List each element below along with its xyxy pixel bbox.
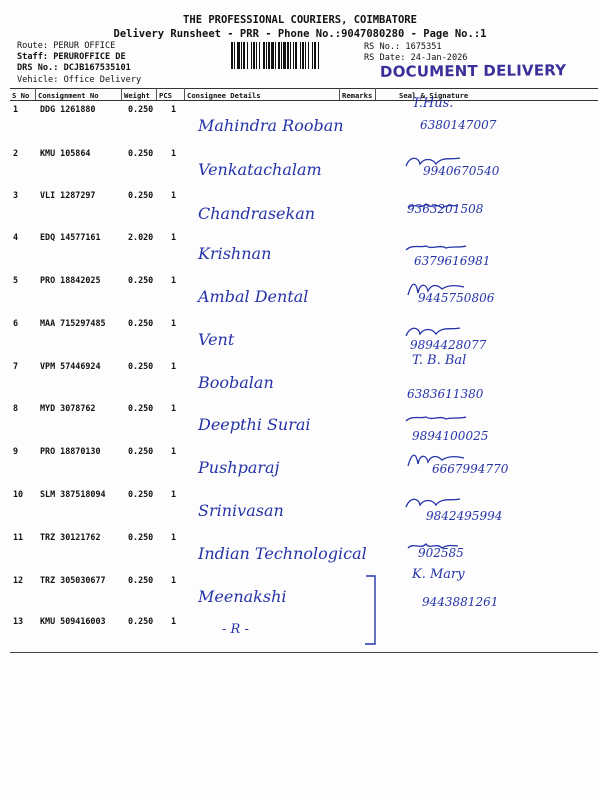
row-pcs: 1: [171, 446, 177, 456]
row-pcs: 1: [171, 616, 177, 626]
row-pcs: 1: [171, 361, 177, 371]
recipient-phone-handwritten: 9940670540: [423, 164, 500, 178]
drs-number: DRS No.: DCJB167535101: [17, 63, 131, 74]
consignee-name-handwritten: Deepthi Surai: [198, 415, 311, 434]
table-row: [0, 567, 600, 619]
row-sno: 12: [13, 575, 24, 585]
consignee-name-handwritten: Srinivasan: [198, 501, 284, 520]
route-label: Route: PERUR OFFICE: [17, 41, 116, 51]
row-sno: 4: [13, 232, 19, 242]
table-row: [0, 96, 600, 148]
row-pcs: 1: [171, 190, 177, 200]
document-title: THE PROFESSIONAL COURIERS, COIMBATORE: [183, 14, 417, 26]
consignee-name-handwritten: Meenakshi: [198, 587, 287, 606]
row-pcs: 1: [171, 532, 177, 542]
row-sno: 7: [13, 361, 19, 371]
recipient-phone-handwritten: 9445750806: [418, 291, 495, 305]
column-divider: [339, 88, 340, 100]
table-end-rule: [10, 652, 598, 653]
consignment-number: DDG 1261880: [40, 104, 96, 114]
row-sno: 8: [13, 403, 19, 413]
col-header-sno: S No: [12, 91, 30, 100]
col-header-seal: Seal & Signature: [399, 91, 469, 100]
col-header-consignment: Consignment No: [38, 91, 99, 100]
table-row: [0, 616, 600, 660]
table-row: [0, 489, 600, 533]
signature-handwritten: T.Hus.: [412, 96, 454, 111]
row-weight: 2.020: [128, 232, 154, 242]
header-top-rule: [10, 88, 598, 89]
table-row: [0, 353, 600, 405]
recipient-phone-handwritten: 9842495994: [426, 509, 503, 523]
row-weight: 0.250: [128, 361, 154, 371]
row-pcs: 1: [171, 318, 177, 328]
consignment-number: KMU 105864: [40, 148, 91, 158]
row-weight: 0.250: [128, 575, 154, 585]
consignment-number: PRO 18870130: [40, 446, 101, 456]
row-pcs: 1: [171, 575, 177, 585]
recipient-phone-handwritten: 9894100025: [412, 429, 489, 443]
recipient-phone-handwritten: 6380147007: [420, 118, 497, 132]
recipient-phone-handwritten: 6379616981: [414, 254, 491, 268]
consignee-name-handwritten: Boobalan: [198, 373, 274, 392]
row-pcs: 1: [171, 232, 177, 242]
row-weight: 0.250: [128, 446, 154, 456]
row-pcs: 1: [171, 104, 177, 114]
consignee-name-handwritten: Mahindra Rooban: [198, 116, 344, 135]
row-weight: 0.250: [128, 532, 154, 542]
vehicle-label: Vehicle: Office Delivery: [17, 74, 142, 85]
consignee-name-handwritten: Pushparaj: [198, 458, 280, 477]
barcode-image: [230, 42, 360, 69]
col-header-remarks: Remarks: [342, 91, 373, 100]
recipient-phone-handwritten: 6667994770: [432, 462, 509, 476]
table-row: [0, 446, 600, 490]
recipient-phone-handwritten: 902585: [418, 546, 464, 560]
table-row: [0, 148, 600, 192]
consignee-name-handwritten: Chandrasekan: [198, 204, 316, 223]
consignment-number: MAA 715297485: [40, 318, 106, 328]
consignment-number: TRZ 30121762: [40, 532, 101, 542]
consignee-name-handwritten: Krishnan: [198, 244, 272, 263]
consignee-name-handwritten: Vent: [198, 330, 235, 349]
consignment-number: KMU 509416003: [40, 616, 106, 626]
signature-handwritten: T. B. Bal: [412, 353, 467, 368]
row-pcs: 1: [171, 148, 177, 158]
rs-date: RS Date: 24-Jan-2026: [364, 53, 468, 64]
column-divider: [156, 88, 157, 100]
column-divider: [121, 88, 122, 100]
col-header-pcs: PCS: [159, 91, 172, 100]
consignee-name-handwritten: Indian Technological: [198, 544, 367, 563]
header-bottom-rule: [10, 100, 598, 101]
table-row: [0, 318, 600, 362]
col-header-consignee: Consignee Details: [187, 91, 261, 100]
row-sno: 5: [13, 275, 19, 285]
row-weight: 0.250: [128, 616, 154, 626]
row-pcs: 1: [171, 403, 177, 413]
row-sno: 10: [13, 489, 24, 499]
runsheet-meta-right: [364, 42, 467, 64]
consignee-name-handwritten: - R -: [222, 622, 249, 637]
row-sno: 13: [13, 616, 24, 626]
row-pcs: 1: [171, 275, 177, 285]
consignment-number: MYD 3078762: [40, 403, 96, 413]
document-delivery-stamp: DOCUMENT DELIVERY: [379, 61, 567, 81]
row-weight: 0.250: [128, 275, 154, 285]
consignment-number: PRO 18842025: [40, 275, 101, 285]
row-sno: 9: [13, 446, 19, 456]
row-weight: 0.250: [128, 148, 154, 158]
recipient-phone-handwritten: 9443881261: [422, 595, 499, 609]
consignment-number: VLI 1287297: [40, 190, 96, 200]
recipient-phone-handwritten: 9894428077: [410, 338, 487, 352]
row-sno: 11: [13, 532, 24, 542]
row-sno: 1: [13, 104, 19, 114]
row-weight: 0.250: [128, 190, 154, 200]
row-sno: 3: [13, 190, 19, 200]
staff-label: Staff: PERUROFFICE DE: [17, 52, 126, 63]
table-row: [0, 275, 600, 319]
signature-handwritten: K. Mary: [412, 567, 465, 582]
table-row: [0, 532, 600, 576]
handwritten-bracket-mark: [362, 574, 380, 646]
consignment-number: SLM 387518094: [40, 489, 106, 499]
signature-scribble: [402, 405, 482, 429]
table-row: [0, 403, 600, 447]
column-divider: [35, 88, 36, 100]
consignment-number: TRZ 305030677: [40, 575, 106, 585]
row-sno: 2: [13, 148, 19, 158]
recipient-phone-handwritten: 6383611380: [407, 387, 484, 401]
row-weight: 0.250: [128, 104, 154, 114]
row-pcs: 1: [171, 489, 177, 499]
runsheet-meta-left: [17, 41, 141, 86]
column-divider: [184, 88, 185, 100]
recipient-phone-handwritten: 9363201508: [407, 202, 484, 216]
row-weight: 0.250: [128, 489, 154, 499]
column-divider: [375, 88, 376, 100]
table-row: [0, 190, 600, 234]
document-subtitle: Delivery Runsheet - PRR - Phone No.:9047080280 - Page No.:1: [113, 28, 487, 40]
table-row: [0, 232, 600, 276]
consignee-name-handwritten: Venkatachalam: [198, 160, 322, 179]
consignment-number: EDQ 14577161: [40, 232, 101, 242]
row-sno: 6: [13, 318, 19, 328]
row-weight: 0.250: [128, 318, 154, 328]
consignee-name-handwritten: Ambal Dental: [198, 287, 309, 306]
rs-number: RS No.: 1675351: [364, 42, 442, 52]
col-header-weight: Weight: [124, 91, 150, 100]
row-weight: 0.250: [128, 403, 154, 413]
consignment-number: VPM 57446924: [40, 361, 101, 371]
